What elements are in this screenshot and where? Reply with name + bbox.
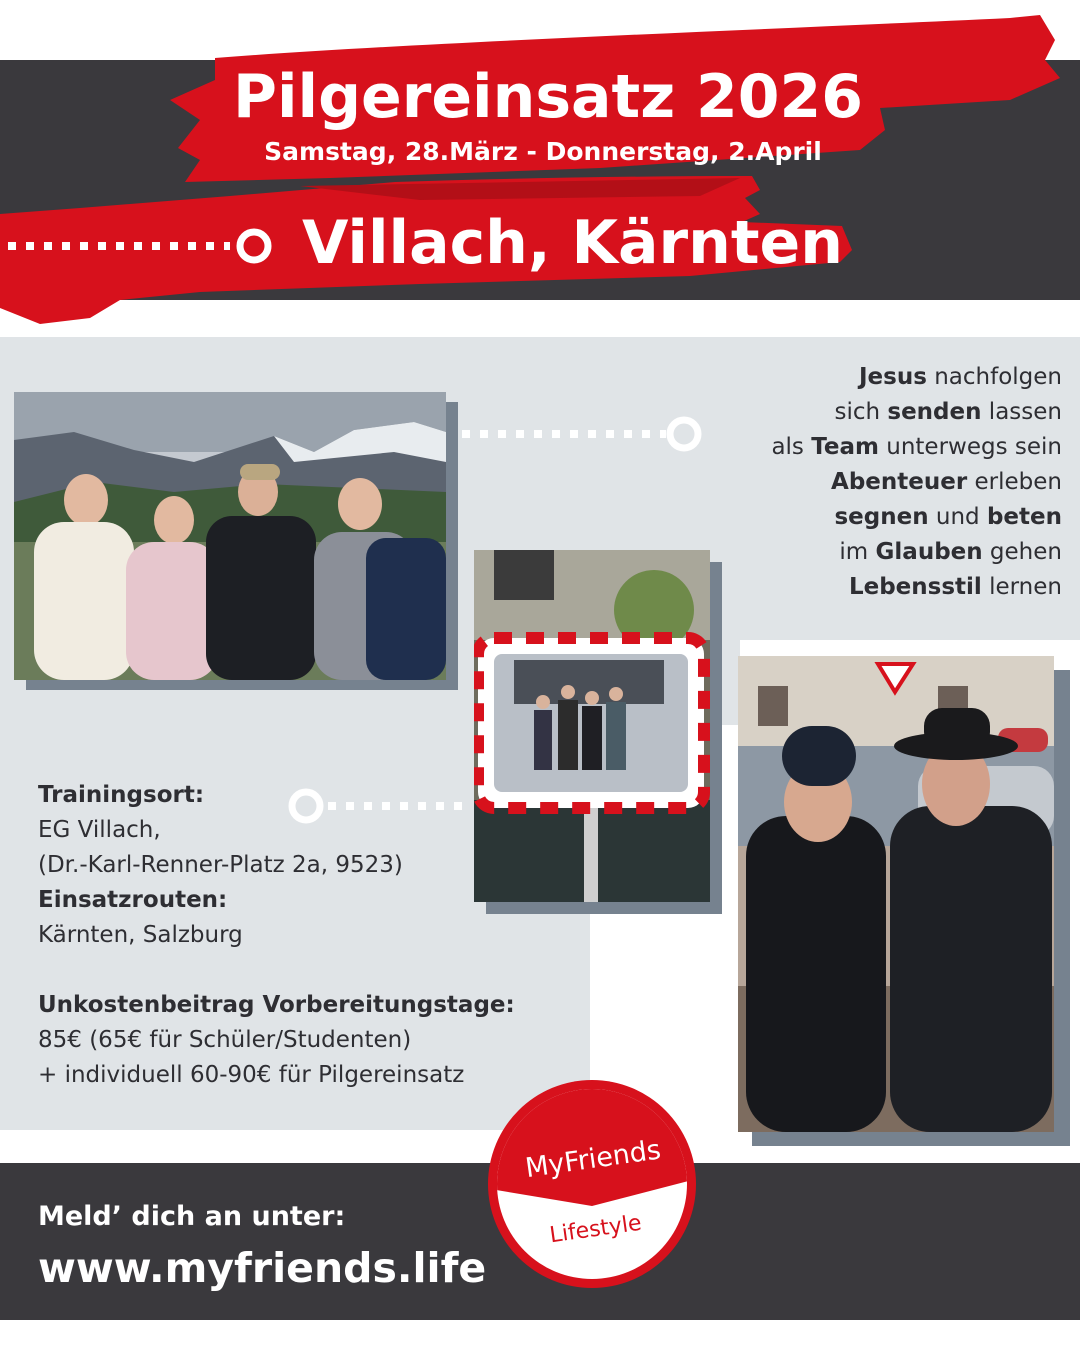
- spacer: [38, 953, 515, 988]
- training-address: (Dr.-Karl-Renner-Platz 2a, 9523): [38, 852, 403, 878]
- training-place: EG Villach,: [38, 817, 161, 843]
- routes-value: Kärnten, Salzburg: [38, 922, 243, 948]
- logo-tag-text: Lifestyle: [548, 1210, 644, 1249]
- group-mountain-photo: [14, 392, 446, 680]
- value-item: Abenteuer erleben: [831, 469, 1062, 495]
- training-label: Trainingsort:: [38, 782, 205, 808]
- brush-strokes: [0, 0, 1080, 340]
- cost-label: Unkostenbeitrag Vorbereitungstage:: [38, 992, 515, 1018]
- duo-photo-art: [738, 656, 1054, 1132]
- value-item: sich senden lassen: [834, 399, 1062, 425]
- value-item: Lebensstil lernen: [848, 574, 1062, 600]
- mountain-photo-art: [14, 392, 446, 680]
- myfriends-logo: [484, 1076, 700, 1292]
- value-item: segnen und beten: [834, 504, 1062, 530]
- duo-photo: [738, 656, 1054, 1132]
- page-title: Pilgereinsatz 2026: [233, 62, 863, 132]
- event-location: Villach, Kärnten: [302, 208, 843, 278]
- info-block: [38, 778, 515, 1093]
- signup-url-link[interactable]: www.myfriends.life: [38, 1244, 487, 1292]
- connector-dotted-line: [458, 414, 708, 454]
- header-dotted-line: [0, 226, 280, 266]
- routes-label: Einsatzrouten:: [38, 887, 228, 913]
- event-dates: Samstag, 28.März - Donnerstag, 2.April: [264, 137, 822, 166]
- cost-line-1: 85€ (65€ für Schüler/Studenten): [38, 1027, 412, 1053]
- cost-line-2: + individuell 60-90€ für Pilgereinsatz: [38, 1062, 465, 1088]
- value-item: Jesus nachfolgen: [858, 364, 1062, 390]
- values-list: [771, 360, 1062, 605]
- value-item: im Glauben gehen: [839, 539, 1062, 565]
- value-item: als Team unterwegs sein: [771, 434, 1062, 460]
- logo-brand-text: MyFriends: [523, 1134, 663, 1185]
- signup-label: Meld’ dich an unter:: [38, 1201, 346, 1232]
